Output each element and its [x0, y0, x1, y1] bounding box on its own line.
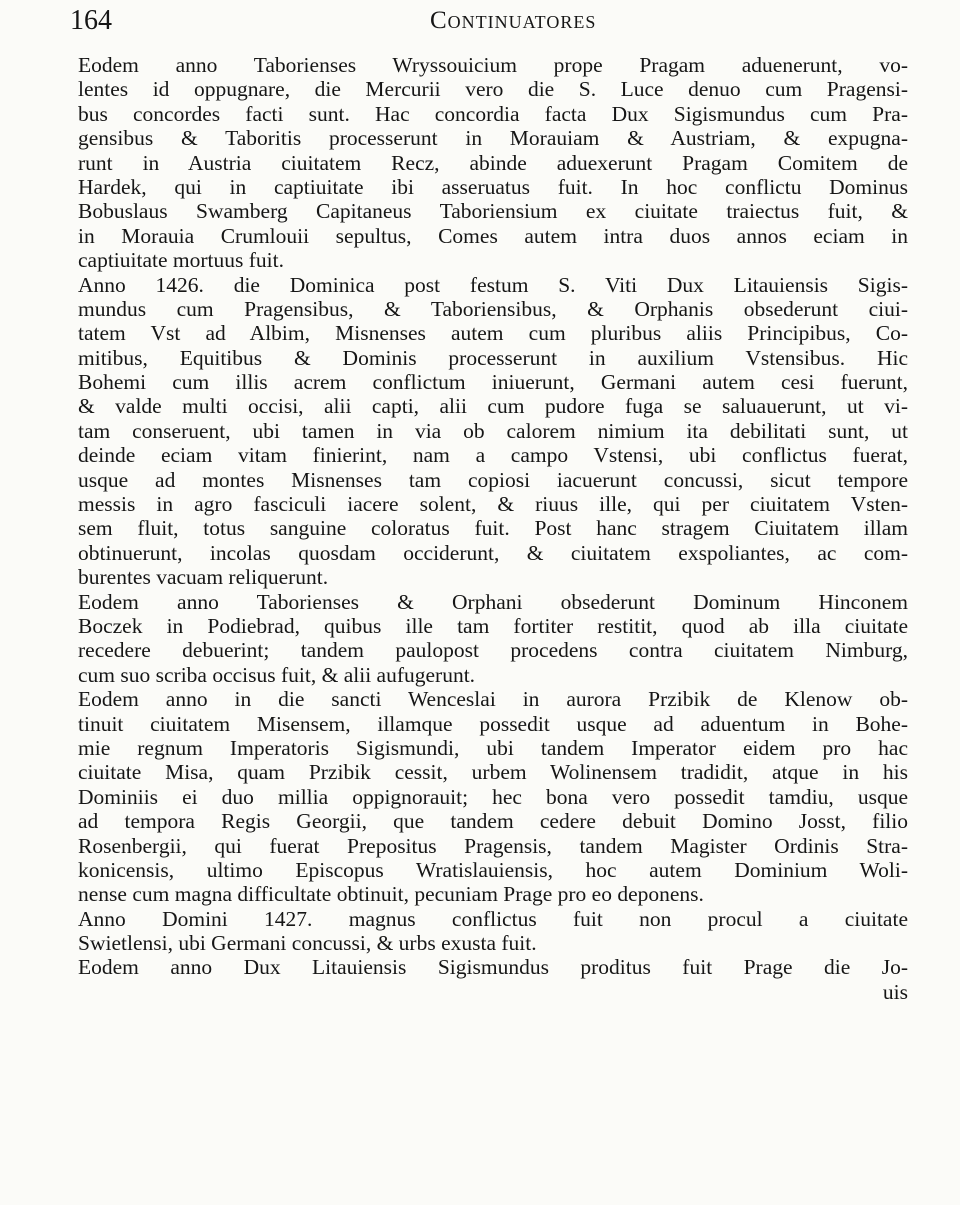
text-line: Bohemi cum illis acrem conflictum iniuerunt, Germani autem cesi fuerunt,	[78, 370, 908, 395]
text-line: Eodem anno Taborienses Wryssouicium prope Pragam aduenerunt, vo-	[78, 53, 908, 77]
text-line: Hardek, qui in captiuitate ibi asseruatus fuit. In hoc conflictu Dominus	[78, 174, 908, 199]
text-line: Dominiis ei duo millia oppignorauit; hec bona vero possedit tamdiu, usque	[78, 784, 908, 809]
text-line: ciuitate Misa, quam Przibik cessit, urbem Wolinensem tradidit, atque in his	[78, 760, 908, 785]
text-line: Anno 1426. die Dominica post festum S. Viti Dux Litauiensis Sigis-	[78, 272, 908, 297]
text-line: nense cum magna difficultate obtinuit, pecuniam Prage pro eo deponens.	[78, 882, 704, 907]
text-line: Eodem anno Taborienses & Orphani obsederunt Dominum Hinconem	[78, 589, 908, 614]
text-line: recedere debuerint; tandem paulopost procedens contra ciuitatem Nimburg,	[78, 638, 908, 663]
text-line: tam conseruent, ubi tamen in via ob calorem nimium ita debilitati sunt, ut	[78, 418, 908, 443]
text-line: tatem Vst ad Albim, Misnenses autem cum pluribus aliis Principibus, Co-	[78, 321, 908, 346]
text-line: Anno Domini 1427. magnus conflictus fuit non procul a ciuitate	[78, 906, 908, 931]
text-line: usque ad montes Misnenses tam copiosi iacuerunt concussi, sicut tempore	[78, 467, 908, 492]
text-line: lentes id oppugnare, die Mercurii vero die S. Luce denuo cum Pragensi-	[78, 77, 908, 102]
text-line: mundus cum Pragensibus, & Taboriensibus, & Orphanis obsederunt ciui-	[78, 296, 908, 321]
text-line: Bobuslaus Swamberg Capitaneus Taboriensium ex ciuitate traiectus fuit, &	[78, 199, 908, 224]
text-line: deinde eciam vitam finierint, nam a campo Vstensi, ubi conflictus fuerat,	[78, 443, 908, 468]
page-number: 164	[70, 5, 112, 36]
running-head: Continuatores	[430, 7, 597, 34]
text-line: in Morauia Crumlouii sepultus, Comes autem intra duos annos eciam in	[78, 223, 908, 248]
text-line: Eodem anno Dux Litauiensis Sigismundus proditus fuit Prage die Jo-	[78, 955, 908, 980]
text-line: gensibus & Taboritis processerunt in Morauiam & Austriam, & expugna-	[78, 126, 908, 151]
text-line: runt in Austria ciuitatem Recz, abinde aduexerunt Pragam Comitem de	[78, 150, 908, 175]
text-line: mitibus, Equitibus & Dominis processerunt in auxilium Vstensibus. Hic	[78, 345, 908, 370]
text-line: Rosenbergii, qui fuerat Prepositus Pragensis, tandem Magister Ordinis Stra-	[78, 833, 908, 858]
text-line: captiuitate mortuus fuit.	[78, 248, 284, 273]
text-line: tinuit ciuitatem Misensem, illamque possedit usque ad aduentum in Bohe-	[78, 711, 908, 736]
text-line: obtinuerunt, incolas quosdam occiderunt, & ciuitatem exspoliantes, ac com-	[78, 540, 908, 565]
text-line: Swietlensi, ubi Germani concussi, & urbs exusta fuit.	[78, 931, 537, 956]
text-line: uis	[882, 979, 908, 1004]
text-line: burentes vacuam reliquerunt.	[78, 565, 329, 590]
text-line: Eodem anno in die sancti Wenceslai in aurora Przibik de Klenow ob-	[78, 687, 908, 712]
text-line: cum suo scriba occisus fuit, & alii aufugerunt.	[78, 662, 476, 687]
text-line: sem fluit, totus sanguine coloratus fuit. Post hanc stragem Ciuitatem illam	[78, 516, 908, 541]
text-line: messis in agro fasciculi iacere solent, & riuus ille, qui per ciuitatem Vsten-	[78, 492, 908, 517]
text-line: Boczek in Podiebrad, quibus ille tam fortiter restitit, quod ab illa ciuitate	[78, 613, 908, 638]
text-line: konicensis, ultimo Episcopus Wratislauiensis, hoc autem Dominium Woli-	[78, 857, 908, 882]
text-line: & valde multi occisi, alii capti, alii cum pudore fuga se saluauerunt, ut vi-	[78, 394, 908, 419]
text-line: ad tempora Regis Georgii, que tandem cedere debuit Domino Josst, filio	[78, 809, 908, 834]
page-header	[70, 6, 920, 36]
text-line: mie regnum Imperatoris Sigismundi, ubi tandem Imperator eidem pro hac	[78, 735, 908, 760]
text-line: bus concordes facti sunt. Hac concordia facta Dux Sigismundus cum Pra-	[78, 101, 908, 126]
body-text	[78, 53, 908, 1004]
